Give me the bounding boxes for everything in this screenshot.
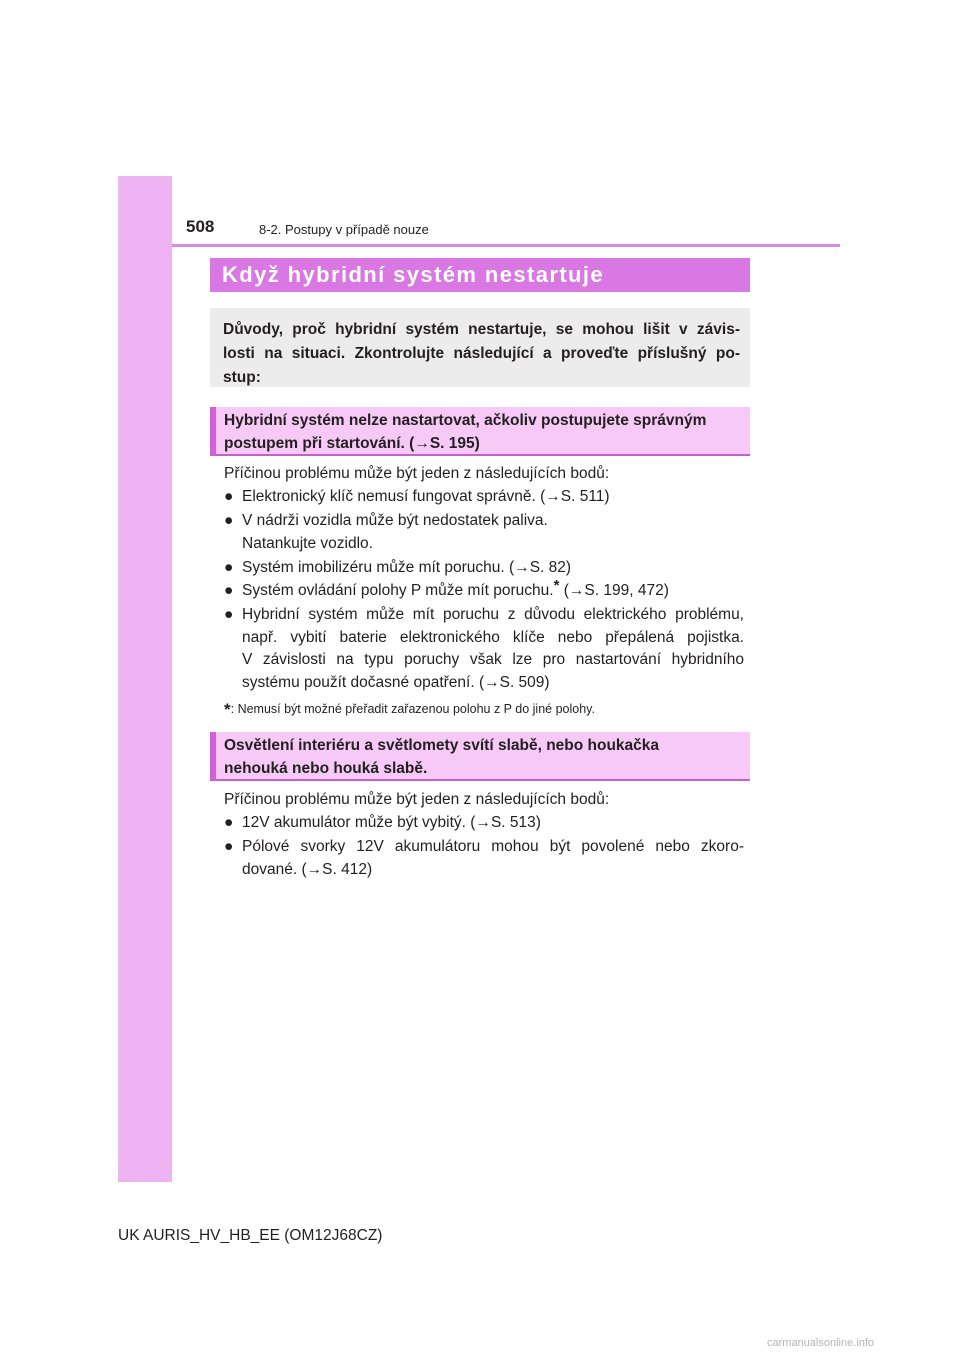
list-item xyxy=(224,812,744,835)
list-item-text: Elektronický klíč nemusí fungovat správně. (→S. 511) xyxy=(242,488,610,505)
bullet-icon: ● xyxy=(224,606,234,623)
list-item-text xyxy=(242,577,744,603)
list-item-text: V závislosti na typu poruchy však lze pro nastartování hybridního xyxy=(242,651,744,668)
subheading-line: nehouká nebo houká slabě. xyxy=(224,760,428,777)
bullet-icon: ● xyxy=(224,488,234,505)
list-item xyxy=(224,604,744,694)
list-item-text: Natankujte vozidlo. xyxy=(242,534,373,552)
bullet-icon: ● xyxy=(224,559,234,576)
intro-box xyxy=(210,308,750,387)
section-header: 8-2. Postupy v případě nouze xyxy=(259,222,429,237)
footnote-marker: * xyxy=(553,577,560,594)
list-item xyxy=(224,486,744,509)
list-item-text: Pólové svorky 12V akumulátoru mohou být povolené nebo zkoro- xyxy=(242,838,744,855)
subheading-line: postupem při startování. (→S. 195) xyxy=(224,435,480,452)
list-item-text: např. vybití baterie elektronického klíče nebo přepálená pojistka. xyxy=(242,628,744,646)
list-item-text: systému použít dočasné opatření. (→S. 509) xyxy=(242,673,550,691)
intro-line: losti na situaci. Zkontrolujte následující a proveďte příslušný po- xyxy=(223,345,740,362)
list-item xyxy=(224,557,744,580)
intro-line: Důvody, proč hybridní systém nestartuje, se mohou lišit v závis- xyxy=(223,321,740,338)
list-item-text: Systém imobilizéru může mít poruchu. (→S. 82) xyxy=(242,559,572,576)
watermark: carmanualsonline.info xyxy=(767,1337,875,1349)
list-item xyxy=(224,836,744,881)
list-item-text: 12V akumulátor může být vybitý. (→S. 513) xyxy=(242,814,541,831)
subheading-line: Osvětlení interiéru a světlomety svítí slabě, nebo houkačka xyxy=(224,737,660,754)
footnote-text: : Nemusí být možné přeřadit zařazenou polohu z P do jiné polohy. xyxy=(230,702,595,716)
subheading-no-start xyxy=(210,407,750,456)
footer-document-code: UK AURIS_HV_HB_EE (OM12J68CZ) xyxy=(118,1227,383,1244)
list-item xyxy=(224,510,744,555)
page-title: Když hybridní systém nestartuje xyxy=(210,258,750,292)
footnote-marker: * xyxy=(224,700,231,719)
list-item-reference: (→S. 199, 472) xyxy=(559,582,669,599)
header-divider xyxy=(172,244,840,247)
list-item-text: V nádrži vozidla může být nedostatek paliva. xyxy=(242,512,548,529)
footnote xyxy=(224,700,595,720)
bullet-icon: ● xyxy=(224,582,234,599)
side-tab-strip xyxy=(118,176,172,1182)
section1-lead: Příčinou problému může být jeden z následujících bodů: xyxy=(224,465,610,482)
section2-lead: Příčinou problému může být jeden z následujících bodů: xyxy=(224,791,610,808)
bullet-icon: ● xyxy=(224,814,234,831)
list-item-text-main: Systém ovládání polohy P může mít poruchu. xyxy=(242,582,554,599)
intro-line: stup: xyxy=(223,369,261,386)
list-item xyxy=(224,577,744,603)
subheading-weak-lights xyxy=(210,732,750,781)
subheading-line: Hybridní systém nelze nastartovat, ačkoliv postupujete správným xyxy=(224,412,707,429)
list-item-text: dované. (→S. 412) xyxy=(242,860,373,878)
list-item-text: Hybridní systém může mít poruchu z důvodu elektrického problému, xyxy=(242,606,744,623)
bullet-icon: ● xyxy=(224,838,234,855)
page-number: 508 xyxy=(186,217,215,236)
bullet-icon: ● xyxy=(224,512,234,529)
